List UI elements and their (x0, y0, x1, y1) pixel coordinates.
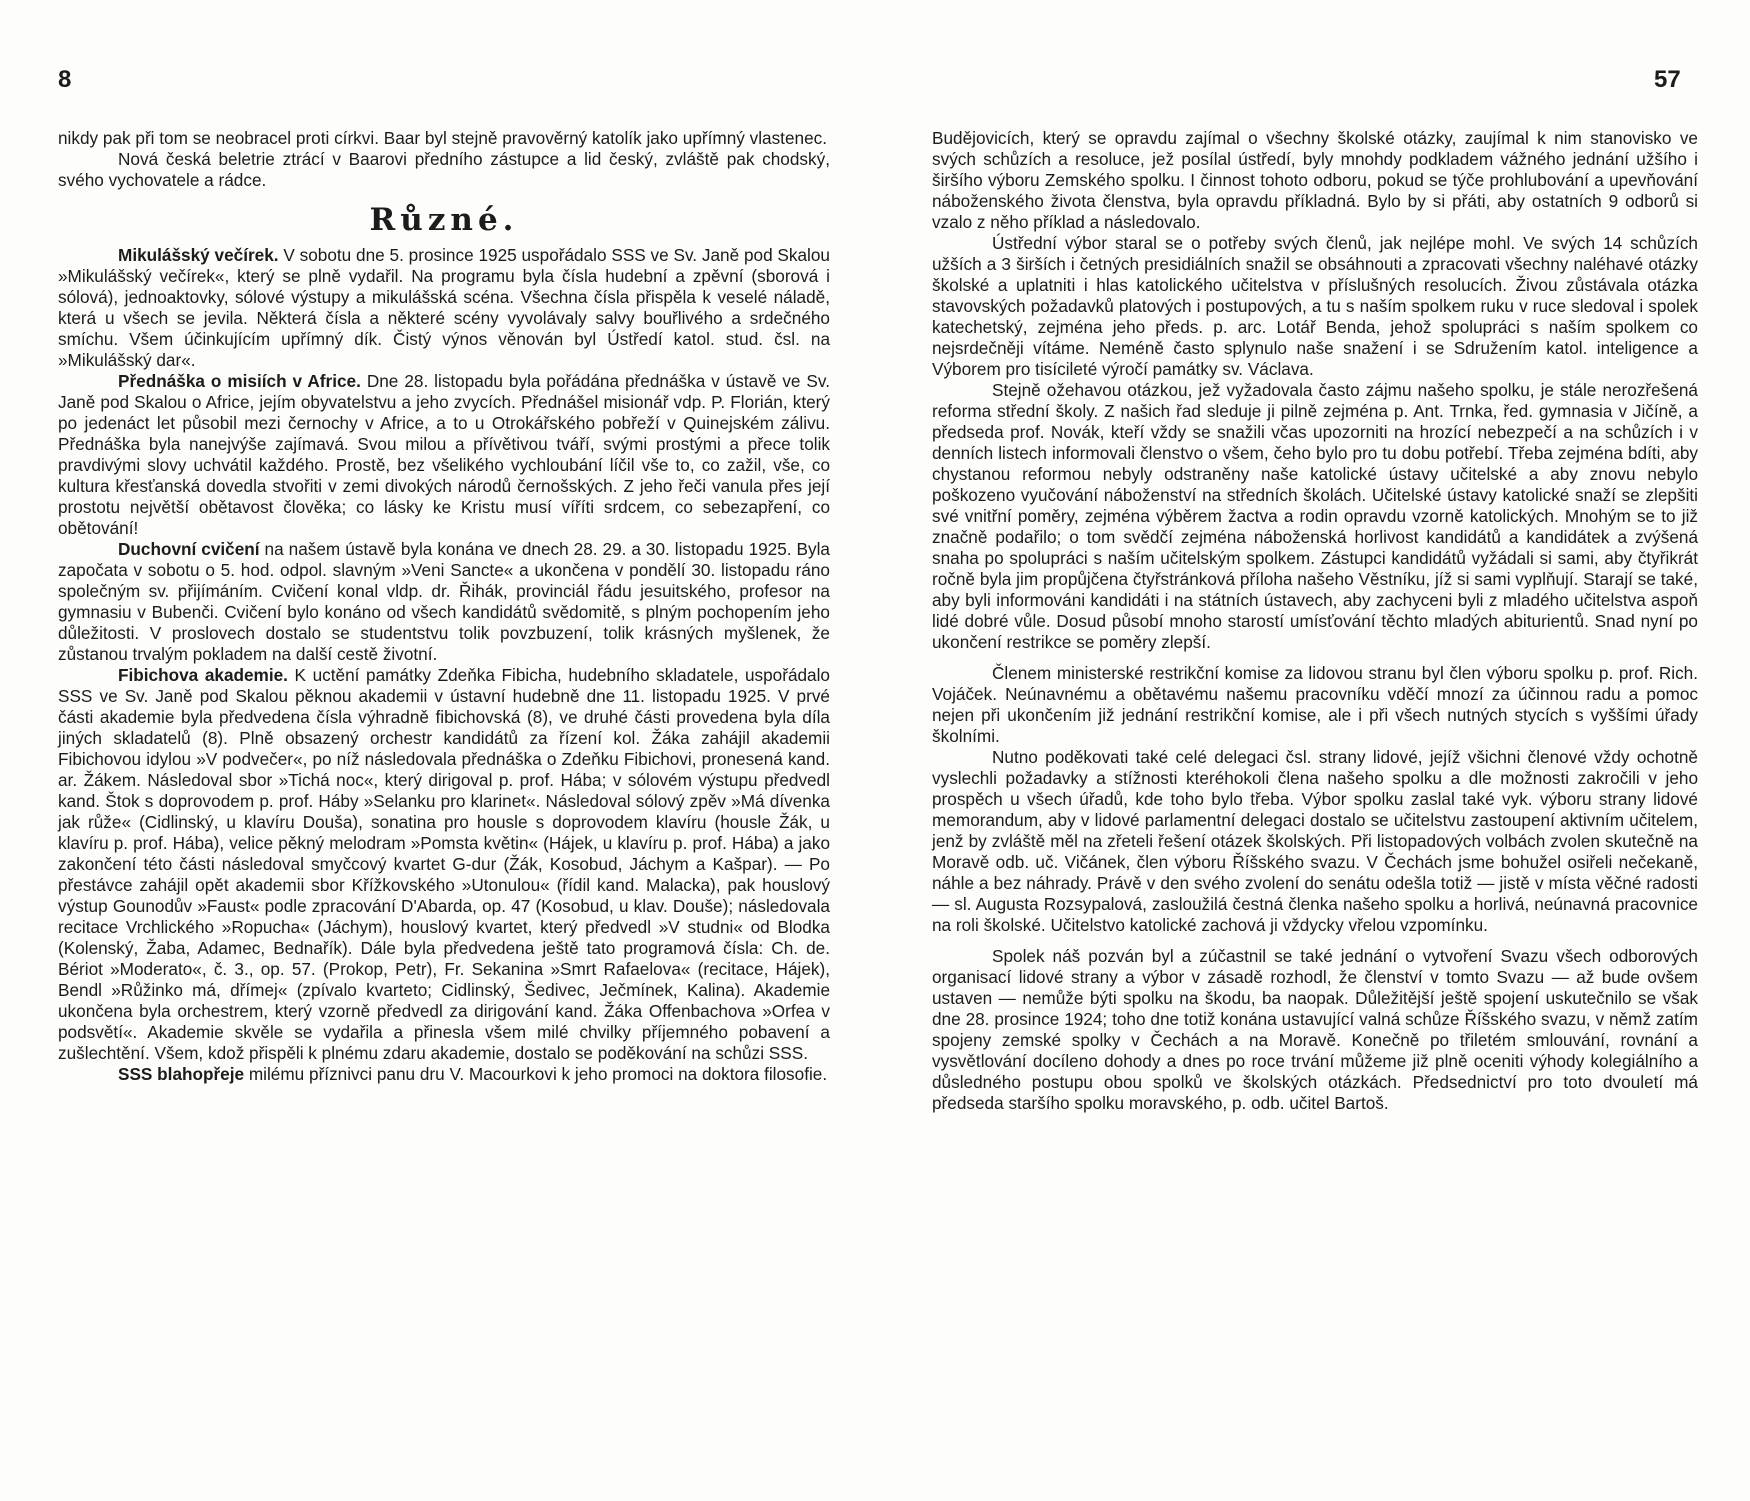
duchovni-text: na našem ústavě byla konána ve dnech 28. 29. a 30. listopadu 1925. Byla započata v sobotu o 5. hod. odpol. slavným »Veni Sancte« a ukončena v pondělí 30. listopadu ráno společným sv. přijímáním. Cvičení konal vldp. dr. Řihák, provinciál řádu jesuitského, profesor na gymnasiu v Bubenči. Cvičení bylo konáno od všech kandidátů svědomitě, s plným pochopením jeho důležitosti. V proslovech dostalo se studentstvu tolik povzbuzení, tolik krásných myšlenek, že zůstanou trvalým pokladem na další cestě životní. (58, 539, 830, 664)
right-paragraph-2: Ústřední výbor staral se o potřeby svých členů, jak nejlépe mohl. Ve svých 14 schůzích užších a 3 širších i četných presidiálních snažil se obsáhnouti a zpracovati všechny naléhavé otázky školské a uplatniti i hlas katolického učitelstva v příslušných resolucích. Živou zůstávala otázka stavovských požadavků platových i postupových, a tu s naším spolkem ruku v ruce sledoval i spolek katechetský, zejména jeho předs. p. arc. Lotář Benda, jehož spolupráci s naším spolkem co nejsrdečněji vítáme. Neméně často splynulo naše snažení i se Sdružením katol. inteligence a Výborem pro tisícileté výročí památky sv. Václava. (932, 233, 1698, 379)
fibich-text: K uctění památky Zdeňka Fibicha, hudebního skladatele, uspořádalo SSS ve Sv. Janě pod Skalou pěknou akademii v ústavní hudebně dne 11. listopadu 1925. V prvé části akademie byla předvedena čísla výhradně fibichovská (8), ve druhé části provedena byla díla jiných skladatelů (8). Plně obsazený orchestr kandidátů za řízení kol. Žáka zahájil akademii Fibichovou idylou »V podvečer«, po níž následovala přednáška o Zdeňku Fibichovi, pronesená kand. ar. Žákem. Následoval sbor »Tichá noc«, který dirigoval p. prof. Hába; v sólovém výstupu předvedl kand. Štok s doprovodem p. prof. Háby »Selanku pro klarinet«. Následoval sólový zpěv »Má dívenka jak růže« (Cidlinský, u klavíru Douša), sonatina pro housle s doprovodem klavíru (housle Žák, u klavíru p. prof. Hába), velice pěkný melodram »Pomsta květin« (Hájek, u klavíru p. prof. Hába) a jako zakončení této části následoval smyčcový kvartet G-dur (Žák, Kosobud, Jáchym a Kašpar). — Po přestávce zahájil opět akademii sbor Křížkovského »Utonulou« (řídil kand. Malacka), pak houslový výstup Gounodův »Faust« podle zpracování D'Abarda, op. 47 (Kosobud, u klav. Douše); následovala recitace Vrchlického »Ropucha« (Jáchym), houslový kvartet, který předvedl »V studni« od Blodka (Kolenský, Žaba, Adamec, Bednařík). Dále byla předvedena ještě tato programová čísla: Ch. de. Bériot »Moderato«, č. 3., op. 57. (Prokop, Petr), Fr. Sekanina »Smrt Rafaelova« (recitace, Hájek), Bendl »Růžinko má, dřímej« (zpívalo kvarteto; Cidlinský, Šedivec, Ječmínek, Kalina). Akademie ukončena byla orchestrem, který vzorně předvedl za dirigování kand. Žáka Offenbachova »Orfea v podsvětí«. Akademie skvěle se vydařila a přinesla všem milé chvilky příjemného pobavení a zušlechtění. Všem, kdož přispěli k plnému zdaru akademie, dostalo se poděkování na schůzi SSS. (58, 665, 830, 1063)
right-page-column (932, 128, 1698, 1114)
right-page-number: 57 (1654, 66, 1681, 93)
mikulas-text: V sobotu dne 5. prosince 1925 uspořádalo SSS ve Sv. Janě pod Skalou »Mikulášský večírek«, který se plně vydařil. Na programu byla čísla hudební a zpěvní (sborová i sólová), jednoaktovky, sólové výstupy a mikulášská scéna. Všechna čísla přispěla k veselé náladě, která u všech se jevila. Některá čísla a některé scény vyvolávaly salvy bouřlivého a srdečného smíchu. Všem účinkujícím upřímný dík. Čistý výnos věnován byl Ústředí katol. stud. čsl. na »Mikulášský dar«. (58, 245, 830, 370)
right-paragraph-5: Nutno poděkovati také celé delegaci čsl. strany lidové, jejíž všichni členové vždy ochotně vyslechli požadavky a stížnosti kteréhokoli člena našeho spolku a dle možnosti zakročili v jeho prospěch u všech úřadů, kde toho bylo třeba. Výbor spolku zaslal také vyk. výboru strany lidové memorandum, aby v lidové parlamentní delegaci dostalo se učitelstvu zastoupení aktivním učitelem, jenž by zvláště měl na zřeteli řešení otázek školských. Při listopadových volbách zvolen skutečně na Moravě odb. uč. Vičánek, člen výboru Říšského svazu. V Čechách jsme bohužel osiřeli nečekaně, náhle a bez náhrady. Právě v den svého zvolení do senátu odešla totiž — jistě v místa věčné radosti — sl. Augusta Rozsypalová, zasloužilá čestná členka našeho spolku a horlivá, neúnavná pracovnice na roli školské. Učitelstvo katolické zachová ji vždycky vřelou vzpomínku. (932, 747, 1698, 935)
sss-text: milému příznivci panu dru V. Macourkovi k jeho promoci na doktora filosofie. (244, 1064, 828, 1084)
left-page-column (58, 128, 830, 1085)
right-paragraph-1: Budějovicích, který se opravdu zajímal o všechny školské otázky, zaujímal k nim stanovisko ve svých schůzích a resoluce, jež posílal ústředí, byly mnohdy podkladem vážného jednání užšího i širšího výboru Zemského spolku. I činnost tohoto odboru, pokud se týče prohlubování a upevňování náboženského života členstva, byla opravdu příkladná. Bylo by si přáti, aby ostatních 9 odborů si vzalo z něho příklad a následovalo. (932, 128, 1698, 232)
sss-paragraph (58, 1064, 830, 1085)
section-title: Různé. (369, 202, 519, 238)
prednaska-lead: Přednáška o misiích v Africe. (118, 371, 361, 391)
duchovni-lead: Duchovní cvičení (118, 539, 260, 559)
right-paragraph-6: Spolek náš pozván byl a zúčastnil se také jednání o vytvoření Svazu všech odborových organisací lidové strany a výbor v zásadě rozhodl, že členství v tomto Svazu — až bude ovšem ustaven — nemůže býti spolku na škodu, ba naopak. Důležitější ještě spojení uskutečnilo se však dne 28. prosince 1924; toho dne totiž konána ustavující valná schůze Říšského svazu, v němž zatím spojeny zemské spolky v Čechách a na Moravě. Konečně po třiletém smlouvání, rovnání a vysvětlování docíleno dohody a dnes po roce trvání můžeme již plně oceniti výhody kolegiálního a důsledného postupu obou spolků ve školských otázkách. Předsednictví pro toto dvouletí má předseda staršího spolku moravského, p. odb. učitel Bartoš. (932, 946, 1698, 1113)
left-page-number: 8 (58, 66, 72, 93)
fibich-paragraph (58, 665, 830, 1064)
mikulas-lead: Mikulášský večírek. (118, 245, 279, 265)
baar-paragraph-closing: Nová česká beletrie ztrácí v Baarovi předního zástupce a lid český, zvláště pak chodský, svého vychovatele a rádce. (58, 149, 830, 190)
right-paragraph-3: Stejně ožehavou otázkou, jež vyžadovala často zájmu našeho spolku, je stále nerozřešená reforma střední školy. Z našich řad sleduje ji pilně zejména p. Ant. Trnka, řed. gymnasia v Jičíně, a předseda prof. Novák, kteří vždy se snažili včas upozorniti na hrozící nebezpečí a na schůzích i v denních listech informovali členstvo o všem, čeho bylo pro tu dobu potřebí. Třeba zejména bdíti, aby chystanou reformou nebyly odstraněny naše katolické ústavy učitelské a aby znovu nebylo poškozeno vyučování náboženství na středních školách. Učitelské ústavy katolické snaží se zlepšiti své vnitřní poměry, zejména výběrem žactva a rodin opravdu vzorně katolických. Mnohým se to již značně podařilo; o tom svědčí zejména náboženská horlivost kandidátů a kandidátek a zvýšená snaha po spolupráci s naším učitelským spolkem. Zástupci kandidátů vyžádali si sami, aby čtyřikrát ročně byla jim propůjčena čtyřstránková příloha našeho Věstníku, jíž si sami vyplňují. Starají se také, aby byli informováni kandidáti i na státních ústavech, aby zachyceni byli z mladého učitelstva aspoň lidé dobré vůle. Dosud působí mnoho starostí umísťování těchto mladých abiturientů. Snad nyní po ukončení restrikce se poměry zlepší. (932, 380, 1698, 652)
fibich-lead: Fibichova akademie. (118, 665, 288, 685)
sss-lead: SSS blahopřeje (118, 1064, 245, 1084)
right-paragraph-4: Členem ministerské restrikční komise za lidovou stranu byl člen výboru spolku p. prof. Rich. Vojáček. Neúnavnému a obětavému našemu pracovníku vděčí mnozí za účinnou radu a pomoc nejen při ukončením již jednání restrikční komise, ale i při všech nutných stycích s vyššími úřady školními. (932, 663, 1698, 746)
prednaska-paragraph (58, 371, 830, 539)
mikulas-paragraph (58, 245, 830, 371)
duchovni-paragraph (58, 539, 830, 665)
prednaska-text: Dne 28. listopadu byla pořádána přednáška v ústavě ve Sv. Janě pod Skalou o Africe, jejím obyvatelstvu a jeho zvycích. Přednášel misionář vdp. P. Florián, který po jedenáct let působil mezi černochy v Africe, a to u Otrokářského pobřeží v Quinejském zálivu. Přednáška byla nanejvýše zajímavá. Svou milou a přívětivou tváří, svými prostými a přece tolik pravdivými slovy uchvátil každého. Prostě, bez všelikého vychloubání líčil vše to, co zažil, vše, co kultura křesťanská dovedla stvořiti v zemi divokých národů černošských. Z jeho řeči vanula přes její prostotu největší obětavost člověka; co lásky ke Kristu musí víříti srdcem, co sebezapření, co obětování! (58, 371, 830, 538)
baar-paragraph-end: nikdy pak při tom se neobracel proti církvi. Baar byl stejně pravověrný katolík jako upřímný vlastenec. (58, 128, 828, 148)
